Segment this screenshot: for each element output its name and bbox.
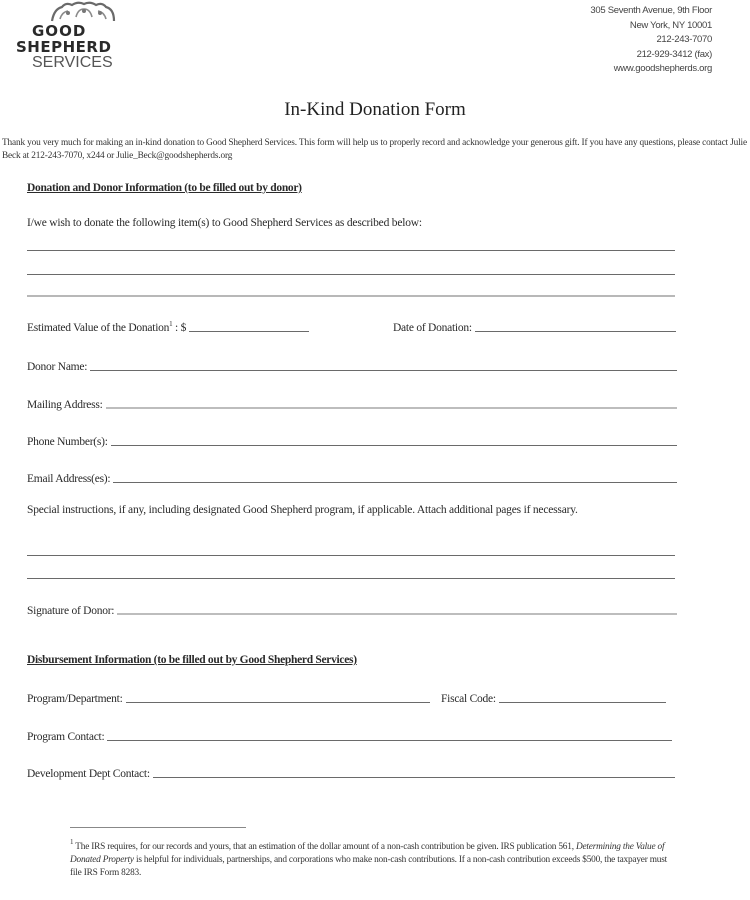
program-department-label: Program/Department: xyxy=(27,693,123,705)
program-department-field xyxy=(27,689,430,705)
item-description-line-3[interactable] xyxy=(27,295,675,297)
date-of-donation-field xyxy=(393,318,676,334)
address-block xyxy=(590,4,712,77)
estimated-value-field xyxy=(27,318,377,334)
signature-field xyxy=(27,601,677,617)
logo-text-services: SERVICES xyxy=(32,54,113,71)
program-contact-label: Program Contact: xyxy=(27,731,105,743)
logo-text-shepherd: SHEPHERD xyxy=(16,38,112,56)
date-of-donation-input[interactable] xyxy=(475,331,676,332)
date-of-donation-label: Date of Donation: xyxy=(393,322,472,334)
footnote: $^1$ The IRS requires, for our records and yours, that an estimation of the dollar amount of a non-cash contribution be given. IRS publication 561, Determining the Value of Donated Property is helpful for individuals, partnerships, and corporations who make non-cash contributions. If a non-cash contribution exceeds $500, the taxpayer must file IRS Form 8283. xyxy=(70,838,667,878)
address-phone: 212-243-7070 xyxy=(656,34,712,45)
phone-label: Phone Number(s): xyxy=(27,436,108,448)
items-prompt: I/we wish to donate the following item(s) to Good Shepherd Services as described below: xyxy=(27,217,422,229)
mailing-address-field xyxy=(27,395,677,411)
donor-name-field xyxy=(27,357,677,373)
logo-text-good: GOOD xyxy=(32,22,87,40)
mailing-address-label: Mailing Address: xyxy=(27,399,103,411)
donor-name-label: Donor Name: xyxy=(27,361,88,373)
footnote-marker: 1 xyxy=(70,838,74,846)
page-title: In-Kind Donation Form xyxy=(284,99,466,120)
irs-publication-title: Determining the Value of Donated Property xyxy=(70,842,665,865)
program-department-input[interactable] xyxy=(126,702,430,703)
signature-input[interactable] xyxy=(117,613,677,615)
phone-field xyxy=(27,432,677,448)
footnote-divider xyxy=(70,827,246,828)
item-description-line-2[interactable] xyxy=(27,274,675,275)
email-field xyxy=(27,469,677,485)
disbursement-section-heading: Disbursement Information (to be filled out by Good Shepherd Services) xyxy=(27,654,357,666)
fiscal-code-input[interactable] xyxy=(499,702,666,703)
dev-contact-input[interactable] xyxy=(153,777,675,778)
intro-paragraph: Thank you very much for making an in-kind donation to Good Shepherd Services. This form will help us to properly record and acknowledge your generous gift. If you have any questions, please contact Julie Beck at 212-243-7070, x244 or Julie_Beck@goodshepherds.org xyxy=(2,138,747,161)
address-street: 305 Seventh Avenue, 9th Floor xyxy=(590,5,712,16)
program-contact-field xyxy=(27,727,672,743)
special-instructions-line-2[interactable] xyxy=(27,578,675,579)
special-instructions-text: Special instructions, if any, including designated Good Shepherd program, if applicable. Attach additional pages if necessary. xyxy=(27,504,578,516)
item-description-line-1[interactable] xyxy=(27,250,675,251)
address-city: New York, NY 10001 xyxy=(629,19,712,31)
dev-contact-field xyxy=(27,764,675,780)
mailing-address-input[interactable] xyxy=(106,407,677,409)
program-contact-input[interactable] xyxy=(107,740,672,741)
address-website: www.goodshepherds.org xyxy=(613,63,712,74)
phone-input[interactable] xyxy=(111,445,677,446)
special-instructions-line-1[interactable] xyxy=(27,555,675,556)
estimated-value-input[interactable] xyxy=(189,331,309,332)
organization-logo xyxy=(14,0,129,75)
email-label: Email Address(es): xyxy=(27,473,111,485)
donor-section-heading: Donation and Donor Information (to be filled out by donor) xyxy=(27,182,302,194)
email-input[interactable] xyxy=(113,482,677,483)
fiscal-code-label: Fiscal Code: xyxy=(441,693,496,705)
dev-contact-label: Development Dept Contact: xyxy=(27,768,150,780)
fiscal-code-field xyxy=(441,689,666,705)
signature-label: Signature of Donor: xyxy=(27,605,115,617)
address-fax: 212-929-3412 (fax) xyxy=(636,48,712,60)
estimated-value-label: Estimated Value of the Donation$^1$ : $ xyxy=(27,320,187,334)
sheep-flock-icon xyxy=(48,1,118,23)
donor-name-input[interactable] xyxy=(90,370,677,371)
